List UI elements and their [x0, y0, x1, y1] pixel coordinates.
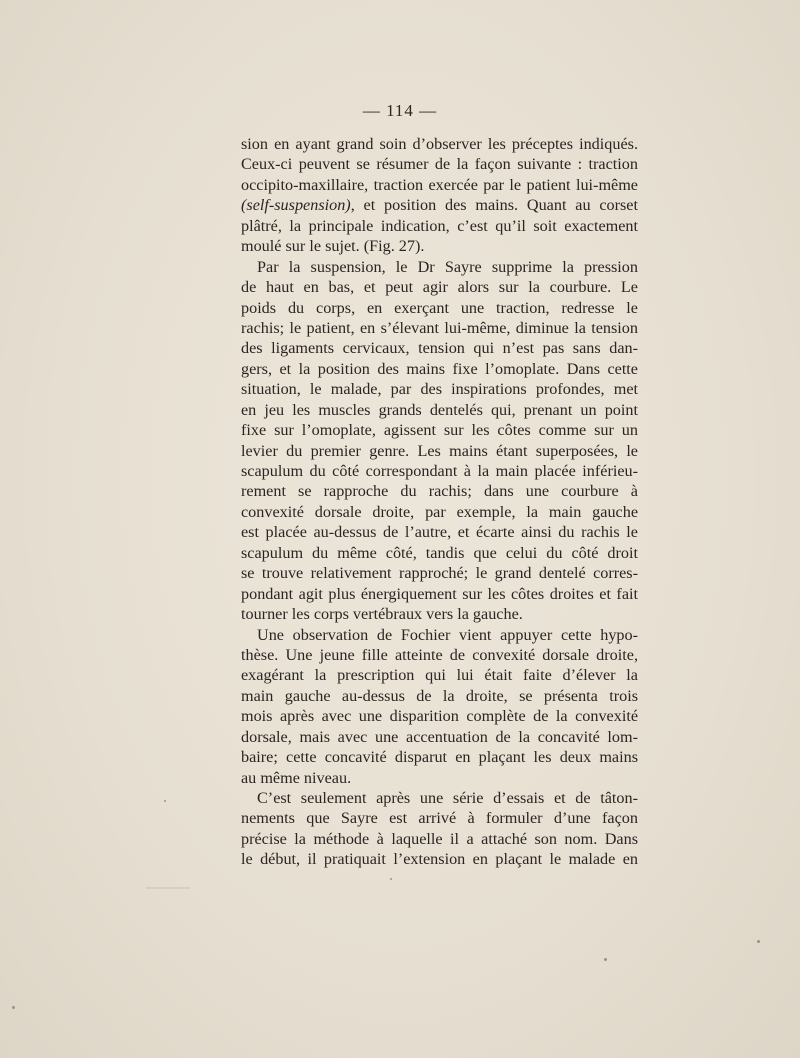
text-line-content: tourner les corps vertébraux vers la gauche. [241, 605, 523, 624]
text-line [241, 175, 638, 195]
paper-speck [164, 800, 166, 802]
text-line-content: se trouve relativement rapproché; le grand dentelé corres- [241, 564, 638, 583]
text-line [241, 359, 638, 379]
text-line [241, 543, 638, 563]
text-line-content: main gauche au-dessus de la droite, se présenta trois [241, 686, 638, 705]
text-line [241, 829, 638, 849]
text-line [241, 134, 638, 154]
text-line-content: scapulum du côté correspondant à la main placée inférieu- [241, 462, 638, 480]
text-line [241, 420, 638, 440]
text-line-content: plâtré, la principale indication, c’est qu’il soit exactement [241, 216, 638, 235]
text-line [241, 768, 638, 788]
text-line [241, 154, 638, 174]
text-line-content: le début, il pratiquait l’extension en plaçant le malade en [241, 850, 638, 869]
paper-streak [146, 887, 190, 889]
text-line [241, 645, 638, 665]
text-line [241, 665, 638, 685]
text-line [241, 338, 638, 358]
text-line [241, 849, 638, 869]
text-line [241, 706, 638, 726]
page-number: — 114 — [362, 101, 438, 120]
text-line-content: dorsale, mais avec une accentuation de la concavité lom- [241, 727, 638, 746]
text-line-content: , et position des mains. Quant au corset [350, 196, 638, 215]
paper-speck [12, 1006, 15, 1009]
text-line [241, 195, 638, 215]
text-line [241, 318, 638, 338]
paper-speck [390, 878, 392, 880]
italic-term: (self-suspension) [241, 196, 351, 215]
text-line-content: rement se rapproche du rachis; dans une courbure à [241, 482, 638, 501]
text-line [241, 379, 638, 399]
text-line [241, 686, 638, 706]
text-line [241, 808, 638, 828]
text-line-content: au même niveau. [241, 768, 352, 787]
text-line-content: pondant agit plus énergiquement sur les côtes droites et fait [241, 584, 638, 603]
text-line-content: C’est seulement après une série d’essais et de tâton- [257, 789, 638, 807]
text-line-content: des ligaments cervicaux, tension qui n’est pas sans dan- [241, 339, 638, 358]
text-line-content: moulé sur le sujet. (Fig. 27). [241, 237, 425, 256]
text-line [241, 563, 638, 583]
paper-speck [757, 940, 760, 943]
text-line-content: rachis; le patient, en s’élevant lui-même, diminue la tension [241, 318, 638, 337]
text-line-content: en jeu les muscles grands dentelés qui, prenant un point [241, 400, 638, 419]
text-line-content: est placée au-dessus de l’autre, et écarte ainsi du rachis le [241, 523, 638, 542]
text-line-content: exagérant la prescription qui lui était faite d’élever la [241, 666, 638, 685]
text-line [241, 236, 638, 256]
text-line [241, 400, 638, 420]
text-line-content: thèse. Une jeune fille atteinte de convexité dorsale droite, [241, 645, 638, 664]
text-line [241, 788, 638, 808]
text-line-content: Une observation de Fochier vient appuyer cette hypo- [257, 625, 638, 644]
text-line-content: Ceux-ci peuvent se résumer de la façon suivante : traction [241, 155, 638, 174]
text-line-content: Par la suspension, le Dr Sayre supprime la pression [257, 257, 638, 276]
text-line-content: précise la méthode à laquelle il a attaché son nom. Dans [241, 829, 638, 848]
text-line [241, 625, 638, 645]
text-line [241, 461, 638, 481]
text-line-content: occipito-maxillaire, traction exercée par le patient lui-même [241, 175, 638, 194]
text-line [241, 441, 638, 461]
text-line-content: fixe sur l’omoplate, agissent sur les côtes comme sur un [241, 421, 638, 440]
text-line [241, 502, 638, 522]
text-line-content: poids du corps, en exerçant une traction, redresse le [241, 298, 638, 317]
text-line [241, 747, 638, 767]
text-line [241, 216, 638, 236]
text-line [241, 727, 638, 747]
text-line [241, 604, 638, 624]
text-line [241, 584, 638, 604]
text-line [241, 277, 638, 297]
text-line-content: nements que Sayre est arrivé à formuler d’une façon [241, 809, 638, 828]
text-line-content: scapulum du même côté, tandis que celui du côté droit [241, 543, 638, 562]
body-text [241, 134, 638, 870]
text-line [241, 481, 638, 501]
text-line-content: sion en ayant grand soin d’observer les préceptes indiqués. [241, 135, 638, 153]
text-line-content: convexité dorsale droite, par exemple, la main gauche [241, 502, 638, 521]
text-line-content: gers, et la position des mains fixe l’omoplate. Dans cette [241, 359, 638, 378]
text-line-content: de haut en bas, et peut agir alors sur la courbure. Le [241, 278, 638, 297]
text-line [241, 298, 638, 318]
text-line-content: levier du premier genre. Les mains étant superposées, le [241, 441, 638, 460]
text-line [241, 257, 638, 277]
text-line [241, 522, 638, 542]
text-line-content: situation, le malade, par des inspirations profondes, met [241, 380, 638, 399]
text-line-content: mois après avec une disparition complète de la convexité [241, 707, 638, 726]
paper-speck [604, 958, 607, 961]
text-line-content: baire; cette concavité disparut en plaçant les deux mains [241, 748, 638, 767]
